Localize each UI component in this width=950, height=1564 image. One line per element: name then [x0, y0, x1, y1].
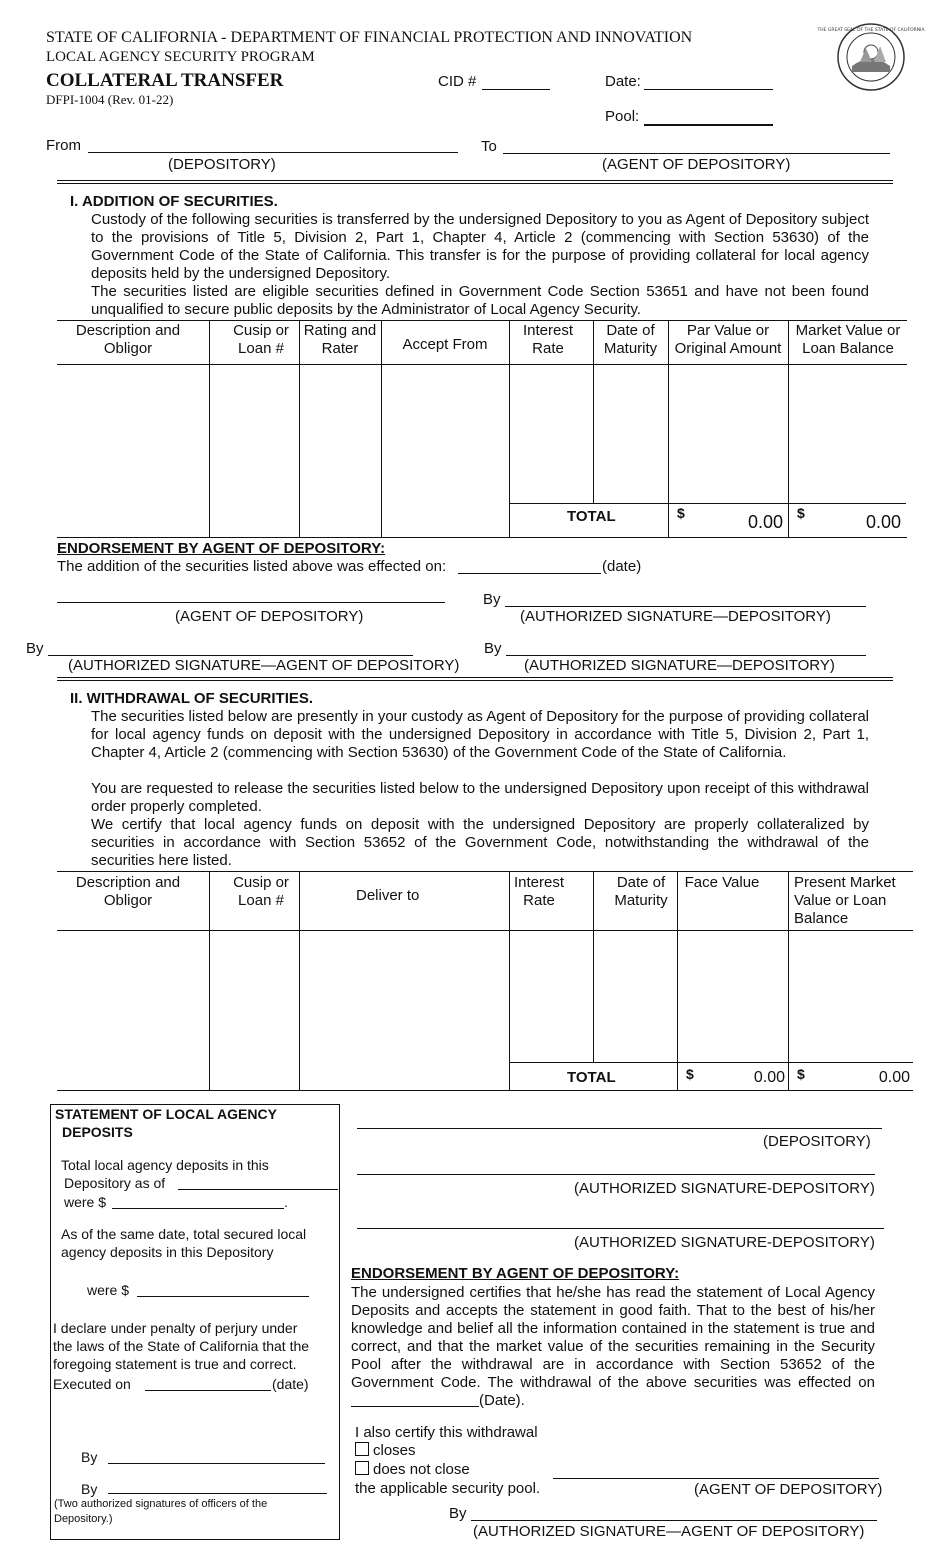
endorsement-text: The undersigned certifies that he/she has read the statement of Local Agency Deposits and accepts the statement in good faith. That to the best of his/her knowledge and belief all the information contained in the statement is true and correct, and that the market value of the securities remaining in the Security Pool after the withdrawal are in accordance with Section 53652 of the Government Code. The withdrawal of the above securities was effected on — [351, 1284, 875, 1391]
depository-auth-signature-1[interactable] — [357, 1174, 875, 1175]
agent-auth-signature-field[interactable] — [48, 655, 413, 656]
section-i-heading: I. ADDITION OF SECURITIES. — [70, 193, 278, 210]
section-ii-para2: You are requested to release the securities listed below to the undersigned Depository upon receipt of this withdrawal order properly completed. — [91, 780, 869, 815]
effected-date-field[interactable] — [458, 573, 601, 574]
total-label: TOTAL — [567, 508, 616, 525]
signature-note: (Two authorized signatures of officers of the — [54, 1498, 268, 1510]
total-par-value: 0.00 — [747, 512, 783, 532]
by-label: By — [26, 640, 44, 657]
agency-name: STATE OF CALIFORNIA - DEPARTMENT OF FINANCIAL PROTECTION AND INNOVATION — [46, 29, 693, 46]
by-label: By — [483, 591, 501, 608]
pool-label: Pool: — [605, 108, 640, 125]
auth-agent-caption: (AUTHORIZED SIGNATURE—AGENT OF DEPOSITORY) — [473, 1523, 865, 1540]
section-i-para2: The securities listed are eligible securities defined in Government Code Section 53651 and have not been found unqualified to secure public deposits by the Administrator of Local Agency Security. — [91, 283, 869, 318]
closes-option[interactable] — [355, 1442, 416, 1459]
cid-label: CID # — [438, 73, 477, 90]
pool-text: the applicable security pool. — [355, 1480, 541, 1497]
depository-name-field[interactable] — [357, 1128, 882, 1129]
currency-symbol: $ — [677, 505, 685, 521]
state-seal — [817, 22, 925, 92]
signature-note-2: Depository.) — [54, 1513, 113, 1525]
pool-field[interactable] — [644, 124, 773, 126]
officer-signature-field-2[interactable] — [108, 1493, 327, 1494]
certify-text: I also certify this withdrawal — [355, 1424, 538, 1441]
closes-checkbox[interactable] — [355, 1442, 369, 1456]
section-ii-heading: II. WITHDRAWAL OF SECURITIES. — [70, 690, 314, 707]
as-of-date-field[interactable] — [178, 1189, 338, 1190]
auth-dep-caption: (AUTHORIZED SIGNATURE-DEPOSITORY) — [574, 1234, 875, 1251]
auth-agent-caption: (AUTHORIZED SIGNATURE—AGENT OF DEPOSITORY) — [68, 657, 460, 674]
date-caption: (Date). — [479, 1392, 525, 1409]
statement-heading: STATEMENT OF LOCAL AGENCY — [55, 1106, 277, 1122]
date-caption: (date) — [602, 558, 642, 575]
endorsement-text: The addition of the securities listed above was effected on: — [57, 558, 447, 575]
date-caption: (date) — [272, 1376, 309, 1392]
by-label: By — [449, 1505, 467, 1522]
agent-caption: (AGENT OF DEPOSITORY) — [694, 1481, 883, 1498]
secured-text: As of the same date, total secured local — [61, 1226, 307, 1242]
auth-dep-caption: (AUTHORIZED SIGNATURE-DEPOSITORY) — [574, 1180, 875, 1197]
divider — [57, 183, 893, 184]
total-label: TOTAL — [567, 1069, 616, 1086]
col-maturity: Date of Maturity — [614, 874, 668, 909]
col-market-value: Market Value or Loan Balance — [795, 322, 901, 357]
depository-signature-field-2[interactable] — [506, 655, 866, 656]
secured-text-2: agency deposits in this Depository — [61, 1244, 274, 1260]
depository-auth-signature-2[interactable] — [357, 1228, 884, 1229]
col-par-value: Par Value or Original Amount — [674, 322, 782, 357]
seal-text: THE GREAT SEAL OF THE STATE OF CALIFORNIA — [817, 28, 925, 33]
form-title: COLLATERAL TRANSFER — [46, 70, 284, 91]
declare-text-3: foregoing statement is true and correct. — [53, 1356, 297, 1372]
declare-text: I declare under penalty of perjury under — [53, 1320, 298, 1336]
by-label: By — [81, 1449, 98, 1465]
divider — [57, 680, 893, 681]
by-label: By — [484, 640, 502, 657]
executed-on-label: Executed on — [53, 1376, 131, 1392]
officer-signature-field-1[interactable] — [108, 1463, 325, 1464]
col-maturity: Date of Maturity — [603, 322, 658, 357]
form-number: DFPI-1004 (Rev. 01-22) — [46, 92, 174, 107]
depository-caption: (DEPOSITORY) — [763, 1133, 871, 1150]
from-depository-field[interactable] — [88, 152, 458, 153]
endorsement-heading: ENDORSEMENT BY AGENT OF DEPOSITORY: — [57, 540, 386, 557]
not-close-checkbox[interactable] — [355, 1461, 369, 1475]
program-name: LOCAL AGENCY SECURITY PROGRAM — [46, 49, 315, 65]
endorsement-heading: ENDORSEMENT BY AGENT OF DEPOSITORY: — [351, 1265, 680, 1282]
cid-field[interactable] — [482, 89, 550, 90]
col-cusip: Cusip or Loan # — [233, 874, 289, 909]
agent-caption: (AGENT OF DEPOSITORY) — [175, 608, 364, 625]
secured-were: were $ — [87, 1282, 130, 1298]
total-deposits-were: were $ — [64, 1194, 107, 1210]
executed-date-field[interactable] — [145, 1390, 271, 1391]
currency-symbol: $ — [797, 505, 805, 521]
secured-amount-field[interactable] — [137, 1296, 309, 1297]
total-market-value: 0.00 — [878, 1069, 910, 1086]
to-caption: (AGENT OF DEPOSITORY) — [602, 156, 791, 173]
not-close-option[interactable] — [355, 1461, 470, 1478]
auth-dep-caption: (AUTHORIZED SIGNATURE—DEPOSITORY) — [524, 657, 835, 674]
total-deposits-as-of: Depository as of — [64, 1175, 166, 1191]
total-deposits-text: Total local agency deposits in this — [61, 1157, 269, 1173]
total-deposits-amount-field[interactable] — [112, 1208, 284, 1209]
currency-symbol: $ — [797, 1066, 805, 1082]
divider — [57, 180, 893, 181]
declare-text-2: the laws of the State of California that the — [53, 1338, 310, 1354]
agent-name-field[interactable] — [553, 1478, 879, 1479]
by-label: By — [81, 1481, 98, 1497]
currency-symbol: $ — [686, 1066, 694, 1082]
agent-auth-signature-field[interactable] — [471, 1520, 877, 1521]
col-rating: Rating and Rater — [303, 322, 377, 357]
col-interest-rate: Interest Rate — [522, 322, 574, 357]
col-cusip: Cusip or Loan # — [233, 322, 289, 357]
to-label: To — [481, 138, 497, 155]
col-description: Description and Obligor — [75, 322, 181, 357]
total-face-value: 0.00 — [753, 1069, 785, 1086]
not-close-label: does not close — [373, 1461, 470, 1478]
date-field[interactable] — [644, 89, 773, 90]
agent-signature-field[interactable] — [57, 602, 445, 603]
date-label: Date: — [605, 73, 641, 90]
col-present-market: Present Market Value or Loan Balance — [794, 874, 896, 927]
section-i-para1: Custody of the following securities is transferred by the undersigned Depository to you as Agent of Depository subject to the provisions of Title 5, Division 2, Part 1, Chapter 4, Article 2 (commencing with Section 53630) of the Government Code of the State of California. This transfer is for the purpose of providing collateral for local agency deposits held by the undersigned Depository. — [91, 211, 869, 282]
total-market-value: 0.00 — [865, 512, 901, 532]
section-ii-para1: The securities listed below are presently in your custody as Agent of Depository for the purpose of providing collateral for local agency funds on deposit with the undersigned Depository in accordance with Title 5, Division 2, Part 1, Chapter 4, Article 2 (commencing with Section 53630) of the Government Code of the State of California. — [91, 708, 869, 761]
to-agent-field[interactable] — [503, 153, 890, 154]
col-interest-rate: Interest Rate — [513, 874, 565, 909]
statement-heading-2: DEPOSITS — [62, 1124, 133, 1140]
from-caption: (DEPOSITORY) — [168, 156, 276, 173]
section-ii-para3: We certify that local agency funds on deposit with the undersigned Depository are properly collateralized by securities in accordance with Section 53652 of the Government Code, notwithstanding the withdrawal of the securities here listed. — [91, 816, 869, 869]
endorsement-statement — [351, 1284, 875, 1410]
col-accept-from: Accept From — [402, 336, 488, 353]
depository-signature-field-1[interactable] — [505, 606, 866, 607]
col-deliver-to: Deliver to — [356, 887, 420, 904]
withdrawal-date-field[interactable] — [351, 1406, 479, 1407]
col-description: Description and Obligor — [75, 874, 181, 909]
closes-label: closes — [373, 1442, 416, 1459]
from-label: From — [46, 137, 81, 154]
auth-dep-caption: (AUTHORIZED SIGNATURE—DEPOSITORY) — [520, 608, 831, 625]
period: . — [284, 1194, 288, 1210]
col-face-value: Face Value — [684, 874, 760, 891]
divider — [57, 677, 893, 678]
